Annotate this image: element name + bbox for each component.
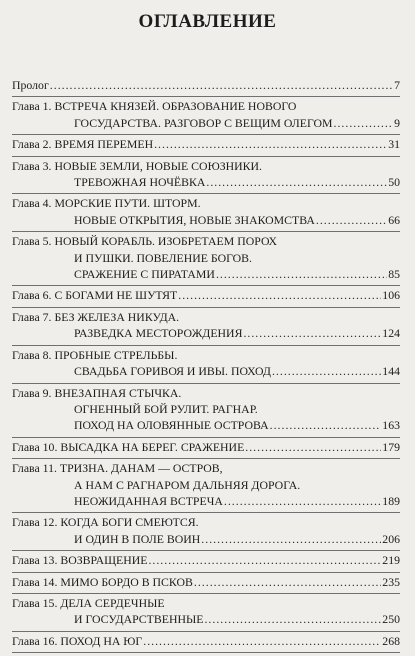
toc-entry-line bbox=[12, 493, 400, 509]
page-number: 219 bbox=[382, 553, 400, 568]
toc-entry-line bbox=[12, 136, 400, 152]
page-number: 179 bbox=[382, 439, 400, 454]
dot-leader bbox=[334, 115, 394, 131]
toc-entry-title: Глава 13. ВОЗВРАЩЕНИЕ bbox=[12, 553, 148, 568]
dot-leader bbox=[148, 552, 381, 568]
toc-entry bbox=[12, 346, 400, 384]
toc-entry-line bbox=[12, 439, 400, 455]
toc-entry bbox=[12, 632, 400, 653]
toc-entry-line bbox=[12, 287, 400, 303]
page-number: 66 bbox=[388, 212, 400, 227]
toc-entry-title-continued: СВАДЬБА ГОРИВОЯ И ИВЫ. ПОХОД bbox=[74, 364, 271, 379]
toc-entry-title-continued: НЕОЖИДАННАЯ ВСТРЕЧА bbox=[74, 493, 223, 508]
toc-entry-title: Глава 10. ВЫСАДКА НА БЕРЕГ. СРАЖЕНИЕ bbox=[12, 439, 245, 454]
toc-entry-title-continued: И ПУШКИ. ПОВЕЛЕНИЕ БОГОВ. bbox=[74, 250, 252, 265]
toc-entry-title: Глава 3. НОВЫЕ ЗЕМЛИ, НОВЫЕ СОЮЗНИКИ. bbox=[12, 158, 262, 173]
toc-entry-title-continued: ГОСУДАРСТВА. РАЗГОВОР С ВЕЩИМ ОЛЕГОМ bbox=[74, 115, 333, 130]
page-number: 189 bbox=[382, 493, 400, 508]
dot-leader bbox=[206, 174, 387, 190]
dot-leader bbox=[245, 439, 381, 455]
toc-entry-title: Глава 1. ВСТРЕЧА КНЯЗЕЙ. ОБРАЗОВАНИЕ НОВОГО bbox=[12, 99, 297, 114]
toc-entry-title-continued: И ОДИН В ПОЛЕ ВОИН bbox=[74, 531, 201, 546]
toc-entry-title-continued: И ГОСУДАРСТВЕННЫЕ bbox=[74, 612, 204, 627]
toc-entry bbox=[12, 157, 400, 195]
toc-entry-line bbox=[12, 363, 400, 379]
dot-leader bbox=[216, 266, 387, 282]
toc-entry-line bbox=[12, 417, 400, 433]
toc-entry-title-continued: РАЗВЕДКА МЕСТОРОЖДЕНИЯ bbox=[74, 326, 243, 341]
toc-entry-title-continued: ОГНЕННЫЙ БОЙ РУЛИТ. РАГНАР. bbox=[74, 401, 258, 416]
toc-entry-title: Глава 8. ПРОБНЫЕ СТРЕЛЬБЫ. bbox=[12, 347, 178, 362]
page-number: 31 bbox=[388, 137, 400, 152]
toc-entry bbox=[12, 308, 400, 346]
toc-entry-title: Глава 9. ВНЕЗАПНАЯ СТЫЧКА. bbox=[12, 385, 182, 400]
page-number: 144 bbox=[382, 364, 400, 379]
toc-entry-title: Глава 5. НОВЫЙ КОРАБЛЬ. ИЗОБРЕТАЕМ ПОРОХ bbox=[12, 234, 278, 249]
toc-entry-title: Глава 15. ДЕЛА СЕРДЕЧНЫЕ bbox=[12, 595, 165, 610]
toc-entry-title: Глава 16. ПОХОД НА ЮГ bbox=[12, 633, 143, 648]
toc-entry bbox=[12, 459, 400, 513]
toc-entry-title: Глава 12. КОГДА БОГИ СМЕЮТСЯ. bbox=[12, 515, 199, 530]
page-number: 7 bbox=[394, 78, 400, 92]
toc-entry-title: Глава 6. С БОГАМИ НЕ ШУТЯТ bbox=[12, 288, 178, 303]
toc-entry bbox=[12, 232, 400, 286]
toc-entry-title: Глава 14. МИМО БОРДО В ПСКОВ bbox=[12, 574, 193, 589]
dot-leader bbox=[270, 417, 382, 433]
toc-entry-line bbox=[12, 115, 400, 131]
dot-leader bbox=[178, 287, 381, 303]
toc-entry bbox=[12, 384, 400, 438]
table-of-contents bbox=[12, 76, 400, 653]
toc-entry-title-continued: ПОХОД НА ОЛОВЯННЫЕ ОСТРОВА bbox=[74, 418, 269, 433]
dot-leader bbox=[201, 531, 381, 547]
page-number: 50 bbox=[388, 175, 400, 190]
toc-entry bbox=[12, 573, 400, 594]
toc-entry-title: Глава 2. ВРЕМЯ ПЕРЕМЕН bbox=[12, 137, 154, 152]
toc-entry bbox=[12, 76, 400, 97]
page-number: 124 bbox=[382, 326, 400, 341]
page-title: ОГЛАВЛЕНИЕ bbox=[138, 11, 277, 32]
toc-entry-title: Глава 11. ТРИЗНА. ДАНАМ — ОСТРОВ, bbox=[12, 461, 223, 476]
toc-entry-line bbox=[12, 77, 400, 93]
toc-entry-title-continued: НОВЫЕ ОТКРЫТИЯ, НОВЫЕ ЗНАКОМСТВА bbox=[74, 212, 315, 227]
page-number: 9 bbox=[394, 115, 400, 130]
toc-entry-line bbox=[12, 611, 400, 627]
toc-entry-title: Глава 4. МОРСКИЕ ПУТИ. ШТОРМ. bbox=[12, 196, 201, 211]
toc-entry-line bbox=[12, 266, 400, 282]
toc-entry-title-continued: СРАЖЕНИЕ С ПИРАТАМИ bbox=[74, 267, 215, 282]
dot-leader bbox=[224, 493, 381, 509]
dot-leader bbox=[243, 325, 381, 341]
dot-leader bbox=[50, 77, 393, 93]
dot-leader bbox=[154, 136, 387, 152]
dot-leader bbox=[204, 611, 381, 627]
toc-entry bbox=[12, 594, 400, 632]
dot-leader bbox=[316, 212, 387, 228]
toc-entry-line bbox=[12, 574, 400, 590]
toc-entry bbox=[12, 551, 400, 572]
toc-entry bbox=[12, 286, 400, 307]
dot-leader bbox=[143, 633, 381, 649]
toc-entry-line bbox=[12, 552, 400, 568]
toc-entry-title: Глава 7. БЕЗ ЖЕЛЕЗА НИКУДА. bbox=[12, 309, 180, 324]
toc-entry-line bbox=[12, 633, 400, 649]
toc-entry-line bbox=[12, 174, 400, 190]
toc-entry-title-continued: А НАМ С РАГНАРОМ ДАЛЬНЯЯ ДОРОГА. bbox=[74, 477, 301, 492]
toc-entry-line bbox=[12, 531, 400, 547]
dot-leader bbox=[272, 363, 381, 379]
toc-entry-line bbox=[12, 325, 400, 341]
page-number: 206 bbox=[382, 531, 400, 546]
page-number: 250 bbox=[382, 612, 400, 627]
page-number: 235 bbox=[382, 574, 400, 589]
dot-leader bbox=[194, 574, 381, 590]
toc-entry bbox=[12, 97, 400, 135]
toc-entry-title-continued: ТРЕВОЖНАЯ НОЧЁВКА bbox=[74, 175, 206, 190]
page-number: 268 bbox=[382, 633, 400, 648]
toc-entry bbox=[12, 438, 400, 459]
toc-entry bbox=[12, 194, 400, 232]
toc-entry-line bbox=[12, 212, 400, 228]
toc-entry bbox=[12, 135, 400, 156]
page-number: 85 bbox=[388, 267, 400, 282]
page-number: 106 bbox=[382, 288, 400, 303]
toc-entry bbox=[12, 513, 400, 551]
toc-entry-title: Пролог bbox=[12, 78, 49, 92]
page-number: 163 bbox=[382, 418, 400, 433]
